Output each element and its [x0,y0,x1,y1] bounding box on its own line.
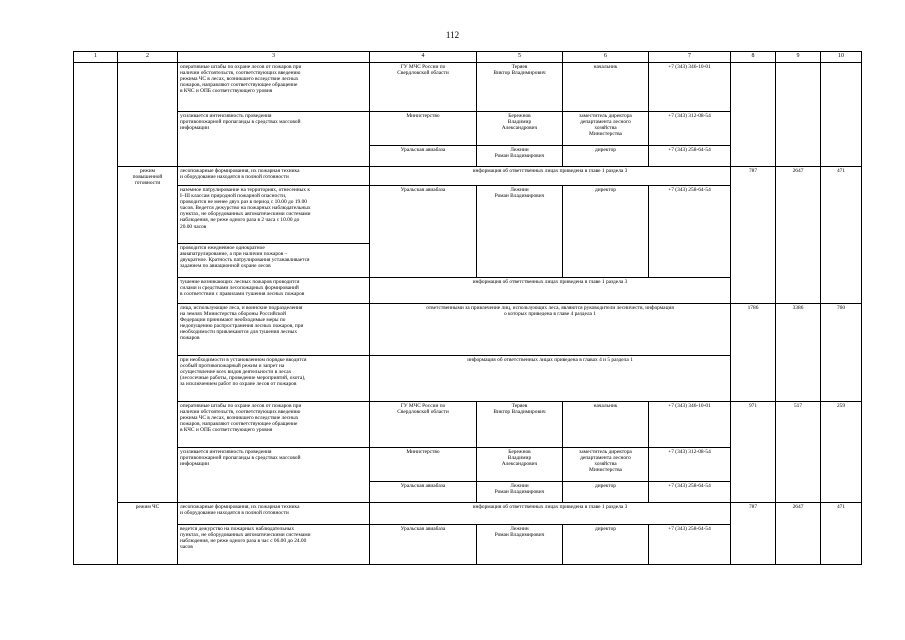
col2-cell [118,63,178,167]
measure-cell: проводится ежедневное однократное авиапатрулирование, а при наличии пожаров – двукратное. Кратность патрулирования устанавливается заданием по авиационной охране лесов [178,244,370,278]
phone-cell: +7 (343) 258-64-54 [649,146,731,167]
position-cell: заместитель директора департамента лесного хозяйства Министерства [563,448,649,482]
col10-value: 760 [821,304,862,402]
responsible-info-cell: информация об ответственных лицах приведена в главах 4 и 5 раздела 1 [370,356,731,402]
position-cell: начальник [563,63,649,112]
col10-value: 471 [821,167,862,304]
organization-cell: Министерство [370,112,477,146]
col10-value: 471 [821,503,862,565]
person-cell: Лежнин Роман Владимирович [477,146,563,167]
phone-cell: +7 (343) 346-10-01 [649,402,731,448]
table-row [74,304,862,356]
phone-cell: +7 (343) 312-08-54 [649,112,731,146]
position-cell: директор [563,482,649,503]
position-cell: директор [563,525,649,565]
col10-cell [821,63,862,167]
col9-value: 2647 [776,167,821,304]
measure-cell: лесопожарные формирования, их пожарная техника и оборудование находятся в полной готовности [178,167,370,186]
organization-cell: Уральская авиабаза [370,186,477,278]
person-cell: Теряев Виктор Владимирович [477,63,563,112]
measure-cell: лица, использующие леса, и воинские подразделения на землях Министерства обороны Российской Федерации принимают необходимые меры по недопущению распространения лесных пожаров, при необходимости привлекаются для тушения лесных пожаров [178,304,370,356]
phone-cell: +7 (343) 258-64-54 [649,482,731,503]
position-cell: директор [563,186,649,278]
phone-cell: +7 (343) 346-10-01 [649,63,731,112]
phone-cell: +7 (343) 312-08-54 [649,448,731,482]
person-cell: Лежнин Роман Владимирович [477,186,563,278]
table-row [74,63,862,112]
page-number: 112 [445,30,460,40]
responsible-info-cell: информация об ответственных лицах приведена в главе 1 раздела 3 [370,278,731,304]
person-cell: Бережнов Владимир Александрович [477,448,563,482]
position-cell: начальник [563,402,649,448]
phone-cell: +7 (343) 258-64-54 [649,186,731,278]
header-cell: 9 [776,52,821,63]
col9-value: 2647 [776,503,821,565]
header-cell: 1 [74,52,118,63]
header-cell: 7 [649,52,731,63]
position-cell: директор [563,146,649,167]
person-cell: Лежнин Роман Владимирович [477,482,563,503]
header-cell: 3 [178,52,370,63]
col1-cell [74,63,118,565]
regime-cell: режим повышенной готовности [118,167,178,503]
measure-cell: оперативные штабы по охране лесов от пожаров при наличии обстоятельств, соответствующих введению режима ЧС в лесах, возникшего вследствие лесных пожаров, направляют соответствующее обращение в КЧС и ОПБ соответствующего уровня [178,402,370,448]
measure-cell: тушение возникающих лесных пожаров проводится силами и средствами лесопожарных формирований в соответствии с правилами тушения лесных пожаров [178,278,370,304]
responsible-info-cell: информация об ответственных лицах приведена в главе 1 раздела 3 [370,503,731,525]
col8-value: 787 [731,167,776,304]
header-cell: 6 [563,52,649,63]
person-cell: Бережнов Владимир Александрович [477,112,563,146]
measure-cell: при необходимости в установленном порядке вводится особый противопожарный режим и запрет на осуществление всех видов деятельности в лесах (лесосечные работы, проведение мероприятий, охота), за исключением работ по охране лесов от пожаров [178,356,370,402]
measure-cell: ведется дежурство на пожарных наблюдательных пунктах, не оборудованных автоматическими системами наблюдения, не реже одного раза в час с 06.00 до 24.00 часов [178,525,370,565]
organization-cell: Министерство [370,448,477,482]
fire-regime-table [73,51,862,565]
col9-value: 517 [776,402,821,503]
col9-value: 3386 [776,304,821,402]
responsible-info-cell: ответственными за привлечение лиц, использующих леса, являются руководители лесничеств, информация о которых приведена в главе 4 раздела 1 [370,304,731,356]
person-cell: Теряев Виктор Владимирович [477,402,563,448]
measure-cell: усиливается интенсивность проведения противопожарной пропаганды в средствах массовой информации [178,448,370,503]
organization-cell: Уральская авиабаза [370,482,477,503]
col10-value: 259 [821,402,862,503]
col8-value: 1786 [731,304,776,402]
organization-cell: ГУ МЧС России по Свердловской области [370,402,477,448]
measure-cell: усиливается интенсивность проведения противопожарной пропаганды в средствах массовой информации [178,112,370,167]
responsible-info-cell: информация об ответственных лицах приведена в главе 1 раздела 3 [370,167,731,186]
header-cell: 10 [821,52,862,63]
col9-cell [776,63,821,167]
table-row [74,402,862,448]
measure-cell: лесопожарные формирования, их пожарная техника и оборудование находятся в полной готовности [178,503,370,525]
header-cell: 4 [370,52,477,63]
col8-value: 971 [731,402,776,503]
col8-cell [731,63,776,167]
phone-cell: +7 (343) 258-64-54 [649,525,731,565]
table-row [74,503,862,525]
measure-cell: наземное патрулирование на территориях, отнесенных к I–III классам природной пожарной опасности, проводится не менее двух раз в период с 10.00 до 19.00 часов. Ведется дежурство на пожарных наблюдательных пунктах, не оборудованных автоматическими системами наблюдения, не реже одного раза в 2 часа с 10.00 до 20.00 часов [178,186,370,244]
regime-cell: режим ЧС [118,503,178,565]
col8-value: 787 [731,503,776,565]
organization-cell: Уральская авиабаза [370,525,477,565]
organization-cell: Уральская авиабаза [370,146,477,167]
header-cell: 2 [118,52,178,63]
person-cell: Лежнин Роман Владимирович [477,525,563,565]
table-row [74,167,862,186]
header-cell: 8 [731,52,776,63]
header-cell: 5 [477,52,563,63]
position-cell: заместитель директора департамента лесного хозяйства Министерства [563,112,649,146]
header-row [74,52,862,63]
organization-cell: ГУ МЧС России по Свердловской области [370,63,477,112]
measure-cell: оперативные штабы по охране лесов от пожаров при наличии обстоятельств, соответствующих введению режима ЧС в лесах, возникшего вследствие лесных пожаров, направляют соответствующее обращение в КЧС и ОПБ соответствующего уровня [178,63,370,112]
